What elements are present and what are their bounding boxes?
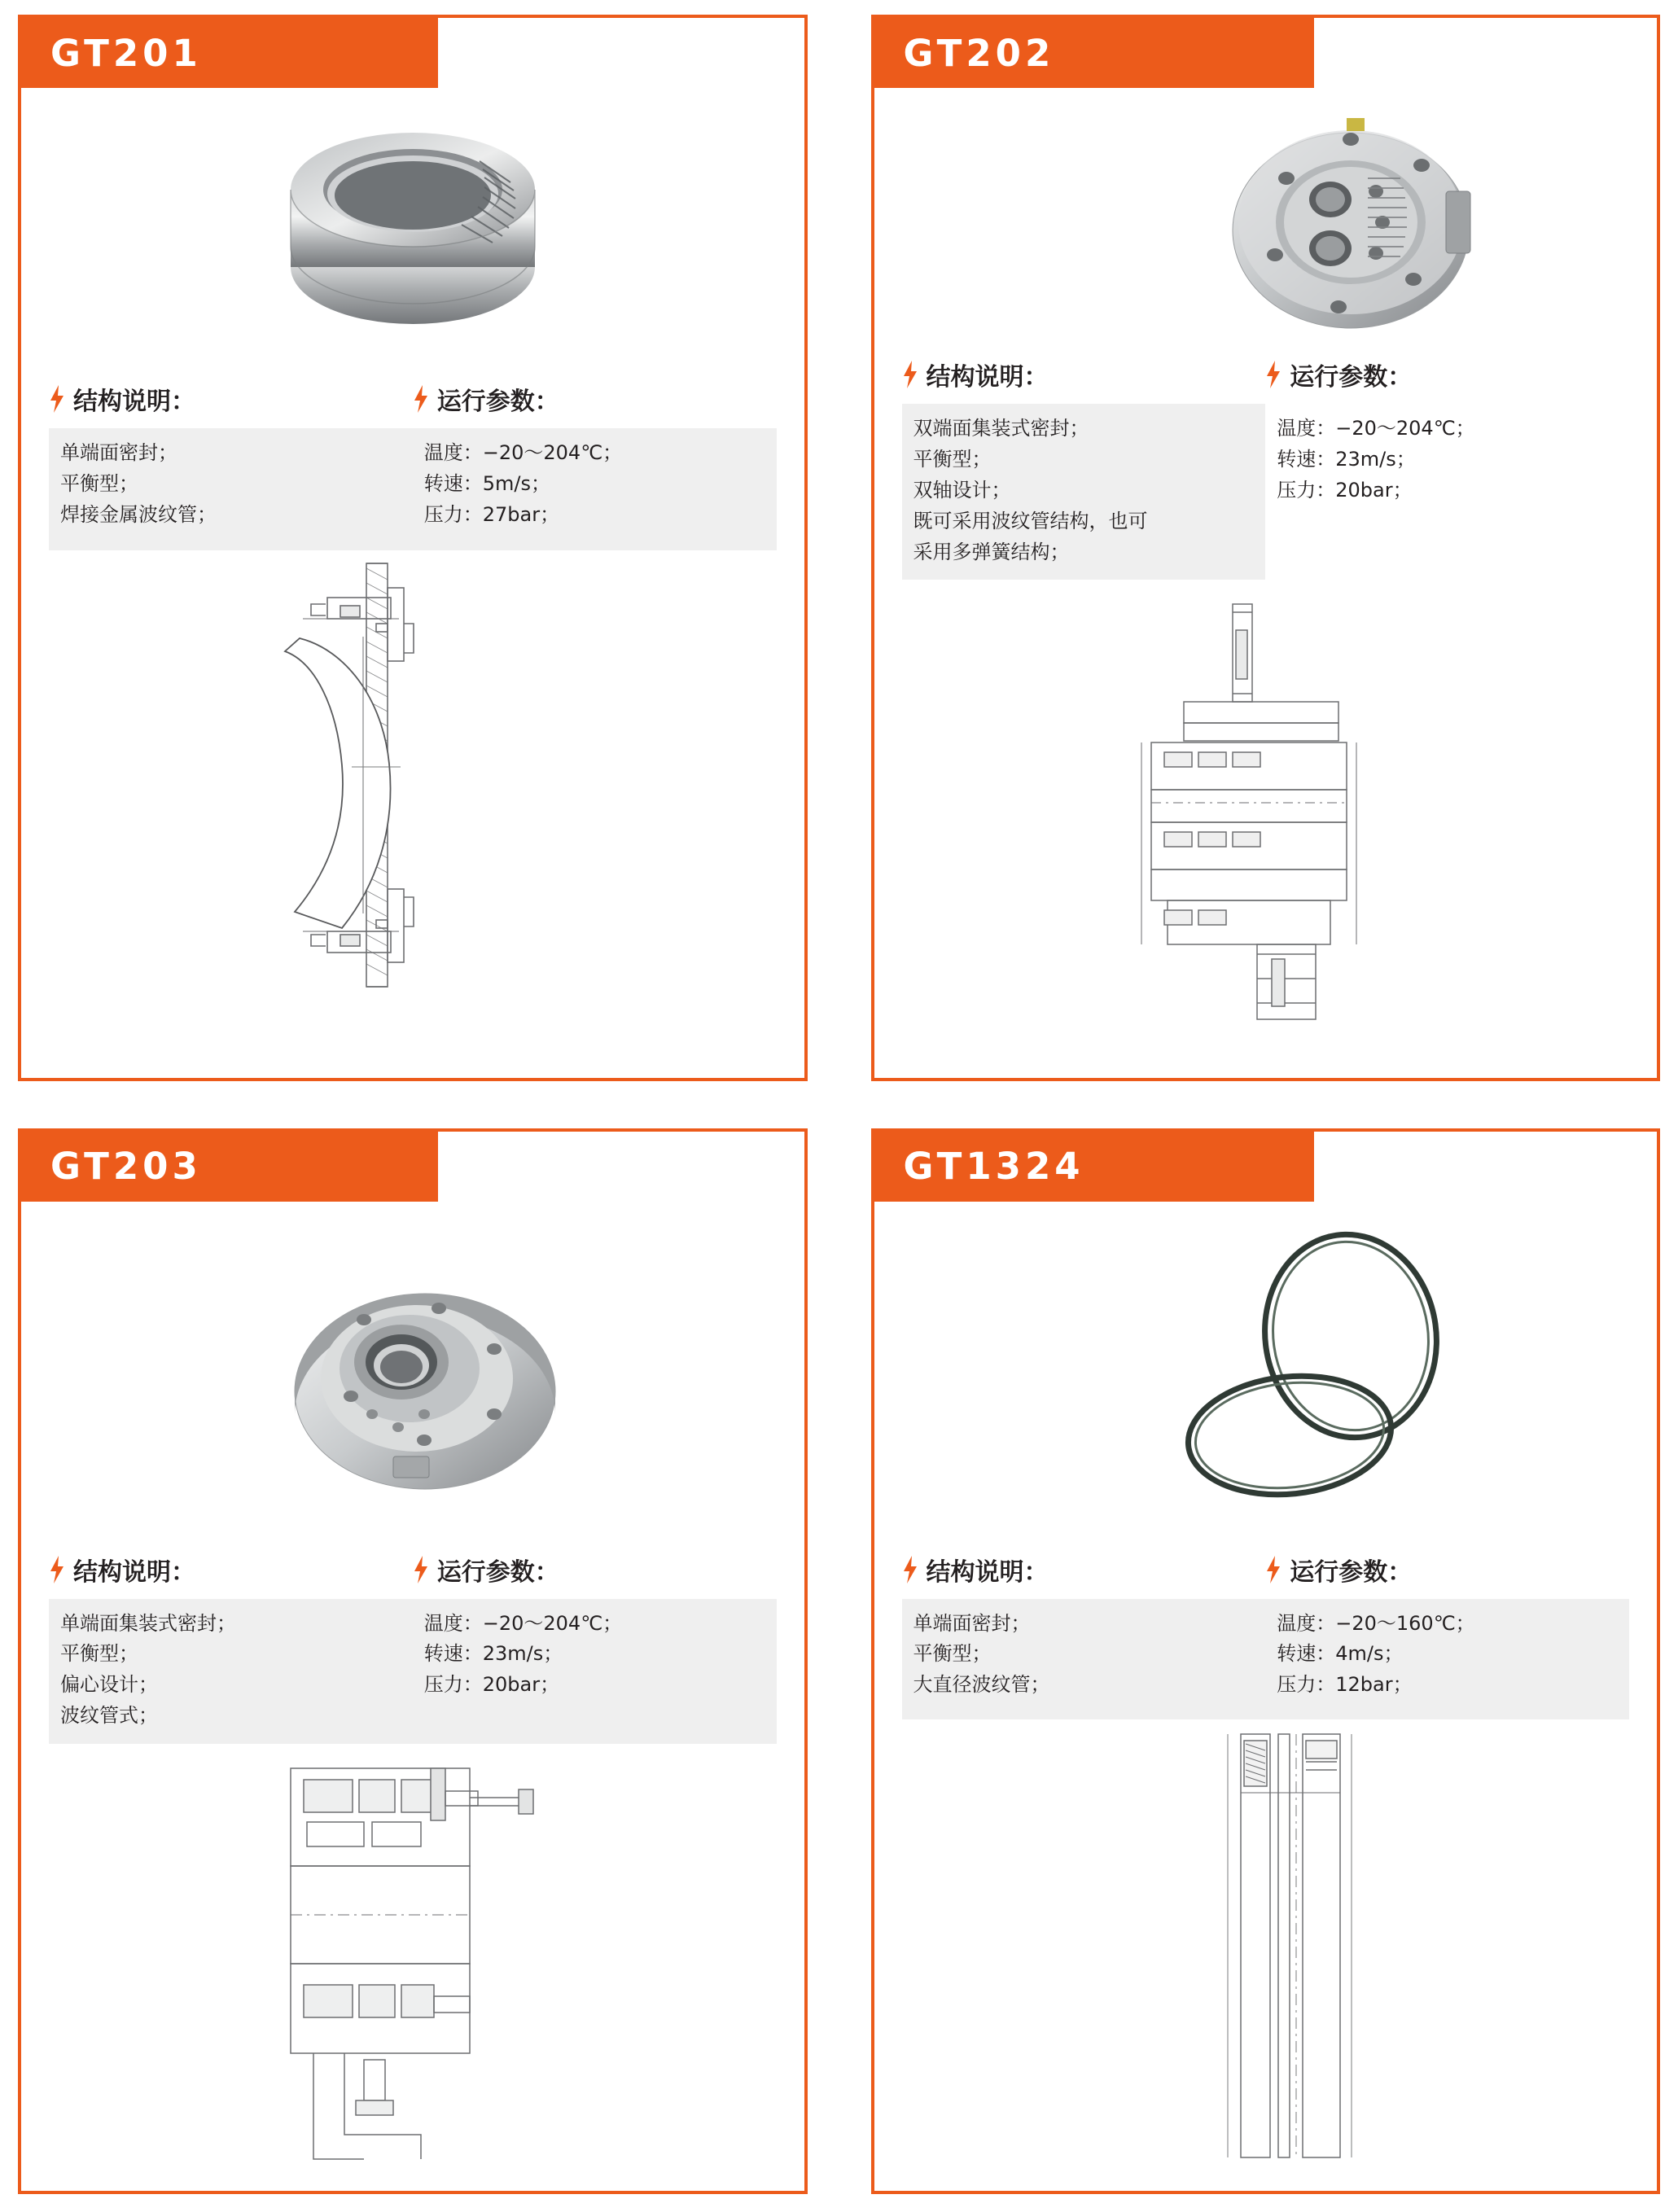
card-header-gt203 (21, 1132, 438, 1202)
list-item: 偏心设计； (60, 1673, 158, 1697)
list-item: 温度：−20～160℃； (1277, 1611, 1475, 1635)
metal-bellows-seal-ring-photo (266, 112, 559, 357)
parameters-heading (1265, 1552, 1629, 1588)
structure-heading-label: 结构说明： (926, 363, 1049, 392)
list-item: 压力：20bar； (1277, 478, 1413, 502)
single-cartridge-seal-photo (250, 1222, 592, 1531)
list-item: 压力：12bar； (1277, 1673, 1413, 1697)
cross-section-drawing-gt202 (1135, 596, 1395, 1052)
list-item: 焊接金属波纹管； (60, 502, 217, 526)
parameters-list (1265, 1599, 1629, 1719)
bolt-icon (902, 1556, 918, 1583)
parameters-column (413, 381, 777, 550)
parameters-list (413, 428, 777, 550)
structure-heading (902, 357, 1266, 392)
list-item: 转速：4m/s； (1277, 1642, 1404, 1666)
list-item: 单端面密封； (60, 441, 177, 464)
parameters-list (1265, 404, 1629, 576)
list-item: 双端面集装式密封； (913, 417, 1089, 440)
bolt-icon (49, 1556, 65, 1583)
parameters-heading-label: 运行参数： (1290, 363, 1413, 392)
product-card-gt1324 (871, 1128, 1661, 2195)
bolt-icon (413, 1556, 429, 1583)
list-item: 双轴设计； (913, 478, 1011, 502)
parameters-heading (413, 1552, 777, 1588)
product-card-gt203 (18, 1128, 808, 2195)
product-photo-gt202 (874, 88, 1658, 357)
list-item: 温度：−20～204℃； (423, 1611, 623, 1635)
list-item: 温度：−20～204℃； (1277, 417, 1475, 440)
structure-heading-label: 结构说明： (73, 388, 195, 416)
diagram-gt203 (21, 1744, 804, 2192)
large-diameter-bellows-rings-photo (1159, 1222, 1485, 1531)
structure-heading-label: 结构说明： (926, 1557, 1049, 1587)
list-item: 单端面密封； (913, 1611, 1031, 1635)
structure-column (49, 381, 413, 550)
product-photo-gt1324 (874, 1202, 1658, 1552)
bolt-icon (1265, 1556, 1282, 1583)
bolt-icon (1265, 361, 1282, 388)
structure-list (902, 1599, 1266, 1719)
bolt-icon (413, 385, 429, 413)
parameters-heading-label: 运行参数： (436, 1557, 559, 1587)
parameters-heading-label: 运行参数： (436, 388, 559, 416)
spec-block-gt203 (21, 1552, 804, 1744)
parameters-column (413, 1552, 777, 1744)
structure-heading (49, 1552, 413, 1588)
list-item: 压力：20bar； (423, 1673, 560, 1697)
parameters-column (1265, 1552, 1629, 1719)
parameters-list (413, 1599, 777, 1744)
structure-list (49, 428, 413, 550)
structure-list (49, 1599, 413, 1744)
bolt-icon (902, 361, 918, 388)
list-item: 波纹管式； (60, 1704, 158, 1728)
structure-column (902, 1552, 1266, 1719)
list-item: 转速：23m/s； (1277, 447, 1416, 471)
cross-section-drawing-gt1324 (1208, 1719, 1420, 2175)
cross-section-drawing-gt203 (274, 1752, 551, 2175)
list-item: 温度：−20～204℃； (423, 441, 623, 464)
spec-block-gt201 (21, 381, 804, 550)
list-item: 既可采用波纹管结构，也可 (913, 509, 1148, 532)
list-item: 平衡型； (913, 447, 992, 471)
product-code: GT203 (50, 1145, 202, 1188)
product-photo-gt201 (21, 88, 804, 381)
parameters-heading-label: 运行参数： (1290, 1557, 1413, 1587)
product-code: GT201 (50, 31, 202, 75)
structure-heading (49, 381, 413, 417)
structure-column (49, 1552, 413, 1744)
card-header-gt201 (21, 18, 438, 88)
list-item: 平衡型； (913, 1642, 992, 1666)
list-item: 转速：5m/s； (423, 471, 550, 495)
product-photo-gt203 (21, 1202, 804, 1552)
spec-block-gt202 (874, 357, 1658, 580)
list-item: 转速：23m/s； (423, 1642, 563, 1666)
product-card-gt201 (18, 15, 808, 1081)
list-item: 大直径波纹管； (913, 1673, 1050, 1697)
structure-heading (902, 1552, 1266, 1588)
parameters-heading (1265, 357, 1629, 392)
spec-block-gt1324 (874, 1552, 1658, 1719)
structure-list (902, 404, 1266, 580)
list-item: 采用多弹簧结构； (913, 540, 1070, 563)
list-item: 平衡型； (60, 471, 138, 495)
bolt-icon (49, 385, 65, 413)
product-card-gt202 (871, 15, 1661, 1081)
card-header-gt202 (874, 18, 1314, 88)
diagram-gt201 (21, 550, 804, 1078)
parameters-column (1265, 357, 1629, 580)
list-item: 单端面集装式密封； (60, 1611, 236, 1635)
diagram-gt202 (874, 580, 1658, 1078)
double-cartridge-seal-photo (1208, 100, 1518, 344)
card-header-gt1324 (874, 1132, 1314, 1202)
parameters-heading (413, 381, 777, 417)
cross-section-drawing-gt201 (278, 555, 547, 1011)
structure-column (902, 357, 1266, 580)
diagram-gt1324 (874, 1719, 1658, 2192)
structure-heading-label: 结构说明： (73, 1557, 195, 1587)
list-item: 平衡型； (60, 1642, 138, 1666)
list-item: 压力：27bar； (423, 502, 560, 526)
product-code: GT202 (903, 31, 1055, 75)
product-code: GT1324 (903, 1145, 1084, 1188)
